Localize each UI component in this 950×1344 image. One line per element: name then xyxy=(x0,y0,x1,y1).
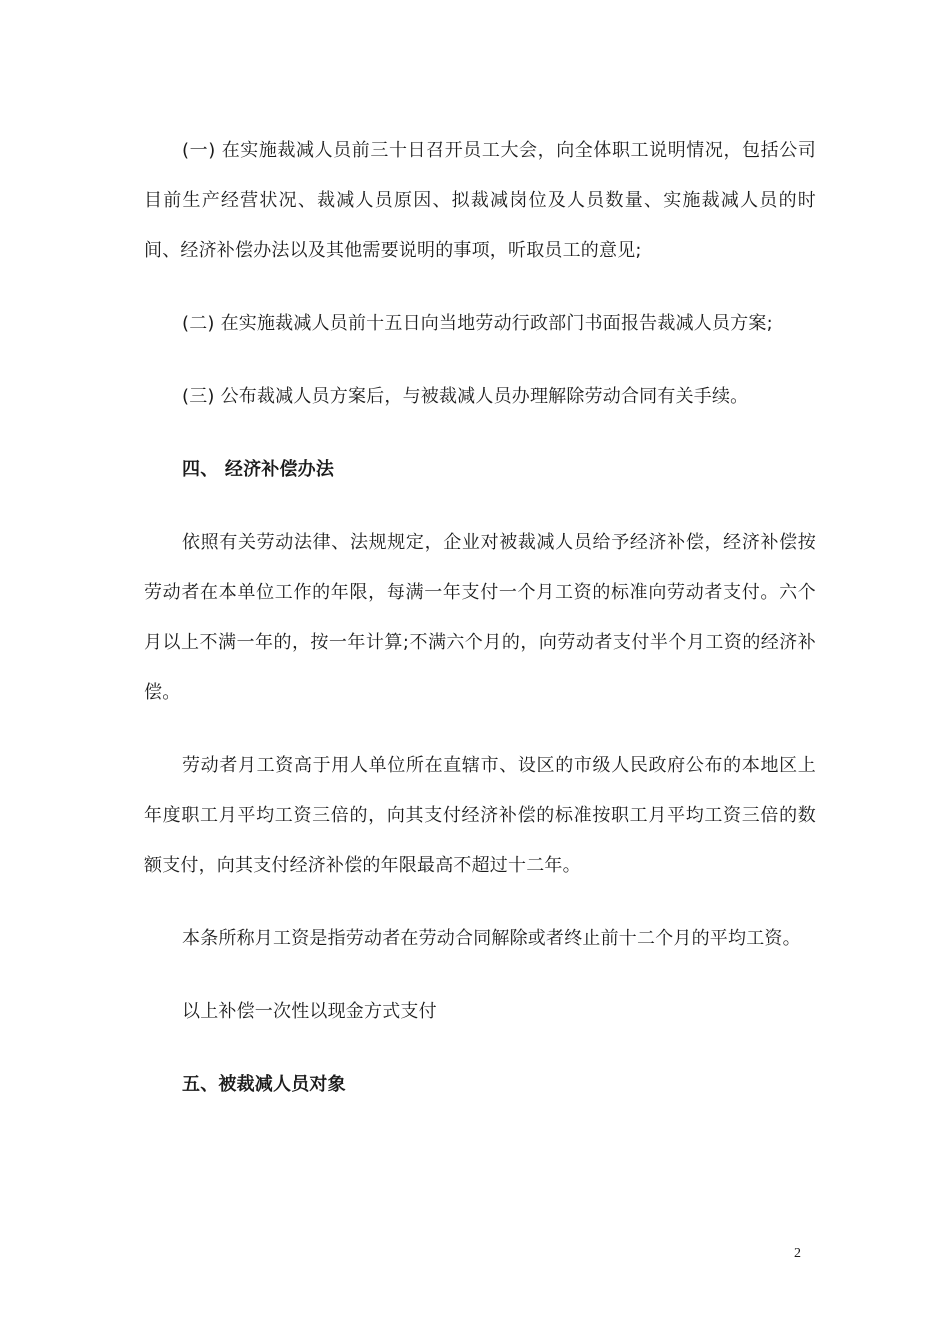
paragraph-step-three: (三) 公布裁减人员方案后，与被裁减人员办理解除劳动合同有关手续。 xyxy=(182,386,749,407)
page-number: 2 xyxy=(794,1246,801,1261)
paragraph-step-one: (一) 在实施裁减人员前三十日召开员工大会，向全体职工说明情况，包括公司目前生产经营状况、裁减人员原因、拟裁减岗位及人员数量、实施裁减人员的时间、经济补偿办法以及其他需要说明的事项，听取员工的意见; xyxy=(144,140,816,261)
paragraph-payment-method: 以上补偿一次性以现金方式支付 xyxy=(182,1001,437,1022)
paragraph-compensation-rule: 依照有关劳动法律、法规规定，企业对被裁减人员给予经济补偿，经济补偿按劳动者在本单位工作的年限，每满一年支付一个月工资的标准向劳动者支付。六个月以上不满一年的，按一年计算;不满六个月的，向劳动者支付半个月工资的经济补偿。 xyxy=(144,532,816,703)
paragraph-step-two: (二) 在实施裁减人员前十五日向当地劳动行政部门书面报告裁减人员方案; xyxy=(182,313,773,334)
paragraph-monthly-wage-definition: 本条所称月工资是指劳动者在劳动合同解除或者终止前十二个月的平均工资。 xyxy=(182,928,801,949)
paragraph-compensation-cap: 劳动者月工资高于用人单位所在直辖市、设区的市级人民政府公布的本地区上年度职工月平均工资三倍的，向其支付经济补偿的标准按职工月平均工资三倍的数额支付，向其支付经济补偿的年限最高不超过十二年。 xyxy=(144,755,816,876)
document-body xyxy=(144,126,816,1110)
section-heading-compensation: 四、 经济补偿办法 xyxy=(182,459,335,480)
section-heading-affected-staff: 五、被裁减人员对象 xyxy=(182,1074,346,1095)
